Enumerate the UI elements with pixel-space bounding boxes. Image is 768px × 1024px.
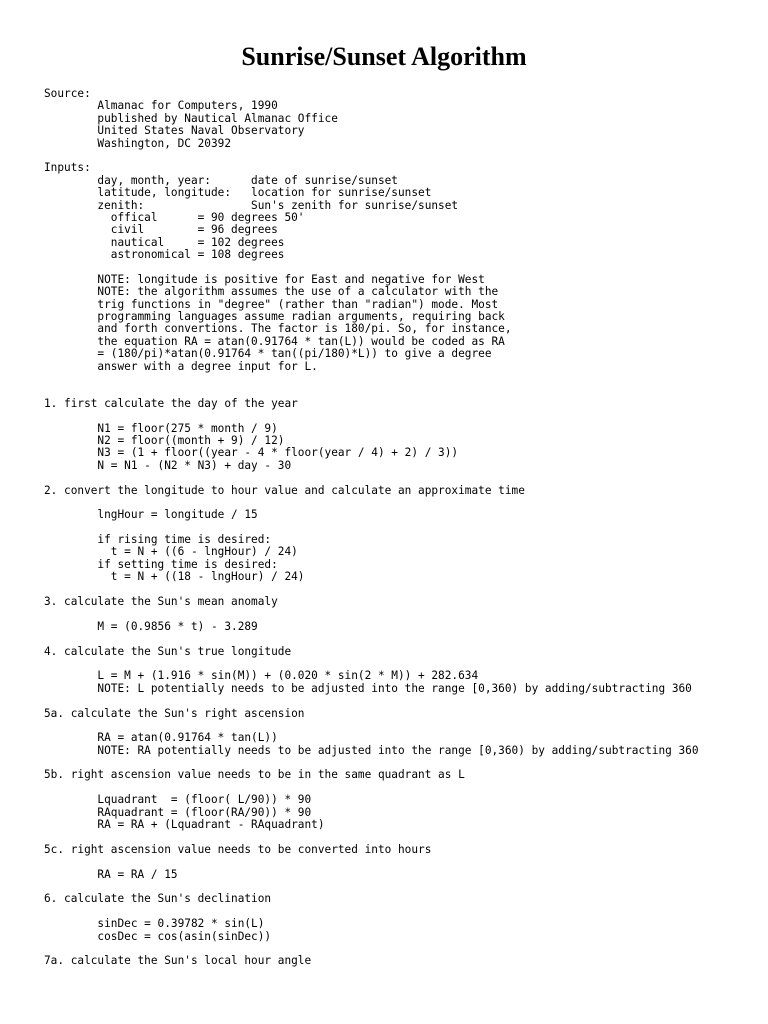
text-line: 1. first calculate the day of the year <box>44 396 298 410</box>
text-line: RA = atan(0.91764 * tan(L)) <box>44 731 278 745</box>
text-line: 4. calculate the Sun's true longitude <box>44 644 292 658</box>
text-line: M = (0.9856 * t) - 3.289 <box>44 619 258 633</box>
text-line: answer with a degree input for L. <box>44 359 318 373</box>
text-line: NOTE: longitude is positive for East and negative for West <box>44 272 485 286</box>
text-line <box>44 856 760 868</box>
text-line: trig functions in "degree" (rather than "radian") mode. Most <box>44 297 499 311</box>
text-line: Inputs: <box>44 161 91 175</box>
document-body <box>44 88 760 968</box>
text-line <box>44 385 760 397</box>
text-line: NOTE: RA potentially needs to be adjusted into the range [0,360) by adding/subtracting 360 <box>44 743 699 757</box>
text-line: nautical = 102 degrees <box>44 235 285 249</box>
text-line: Almanac for Computers, 1990 <box>44 99 278 113</box>
text-line: N1 = floor(275 * month / 9) <box>44 421 278 435</box>
text-line: 5a. calculate the Sun's right ascension <box>44 706 305 720</box>
text-line: Source: <box>44 87 91 100</box>
text-line: if rising time is desired: <box>44 533 272 547</box>
text-line: cosDec = cos(asin(sinDec)) <box>44 929 272 943</box>
text-line: and forth convertions. The factor is 180/pi. So, for instance, <box>44 322 512 336</box>
text-line: t = N + ((6 - lngHour) / 24) <box>44 545 298 559</box>
text-line: offical = 90 degrees 50' <box>44 210 305 224</box>
text-line <box>44 608 760 620</box>
text-line: latitude, longitude: location for sunrise/sunset <box>44 186 432 200</box>
text-line: Lquadrant = (floor( L/90)) * 90 <box>44 793 312 807</box>
text-line: programming languages assume radian arguments, requiring back <box>44 310 505 324</box>
text-line: NOTE: L potentially needs to be adjusted into the range [0,360) by adding/subtracting 360 <box>44 681 692 695</box>
text-line: zenith: Sun's zenith for sunrise/sunset <box>44 198 459 212</box>
text-line: RAquadrant = (floor(RA/90)) * 90 <box>44 805 312 819</box>
text-line: L = M + (1.916 * sin(M)) + (0.020 * sin(2 * M)) + 282.634 <box>44 669 479 683</box>
text-line <box>44 633 760 645</box>
text-line <box>44 373 760 385</box>
text-line: N = N1 - (N2 * N3) + day - 30 <box>44 458 292 472</box>
text-line <box>44 695 760 707</box>
text-line <box>44 472 760 484</box>
text-line: published by Nautical Almanac Office <box>44 111 338 125</box>
text-line: sinDec = 0.39782 * sin(L) <box>44 917 265 931</box>
text-line: United States Naval Observatory <box>44 124 305 138</box>
text-line: civil = 96 degrees <box>44 223 278 237</box>
text-line: N3 = (1 + floor((year - 4 * floor(year / 4) + 2) / 3)) <box>44 446 459 460</box>
text-line <box>44 150 760 162</box>
text-line: day, month, year: date of sunrise/sunset <box>44 173 398 187</box>
text-line: t = N + ((18 - lngHour) / 24) <box>44 570 305 584</box>
text-line: 6. calculate the Sun's declination <box>44 892 272 906</box>
page-title: Sunrise/Sunset Algorithm <box>241 42 527 71</box>
text-line: 3. calculate the Sun's mean anomaly <box>44 595 278 609</box>
text-line: lngHour = longitude / 15 <box>44 508 258 522</box>
text-line: RA = RA / 15 <box>44 867 178 881</box>
text-line: if setting time is desired: <box>44 557 278 571</box>
text-line: 5b. right ascension value needs to be in the same quadrant as L <box>44 768 465 782</box>
text-line: 2. convert the longitude to hour value and calculate an approximate time <box>44 483 525 497</box>
text-line: RA = RA + (Lquadrant - RAquadrant) <box>44 818 325 832</box>
text-line <box>44 831 760 843</box>
text-line <box>44 410 760 422</box>
text-line: 5c. right ascension value needs to be converted into hours <box>44 842 432 856</box>
text-line: N2 = floor((month + 9) / 12) <box>44 433 285 447</box>
text-line: 7a. calculate the Sun's local hour angle <box>44 954 312 968</box>
text-line <box>44 261 760 273</box>
text-line: the equation RA = atan(0.91764 * tan(L)) would be coded as RA <box>44 334 505 348</box>
text-line: NOTE: the algorithm assumes the use of a calculator with the <box>44 285 499 299</box>
text-line: Washington, DC 20392 <box>44 136 232 150</box>
text-line: = (180/pi)*atan(0.91764 * tan((pi/180)*L)) to give a degree <box>44 347 492 361</box>
text-line: astronomical = 108 degrees <box>44 248 285 262</box>
